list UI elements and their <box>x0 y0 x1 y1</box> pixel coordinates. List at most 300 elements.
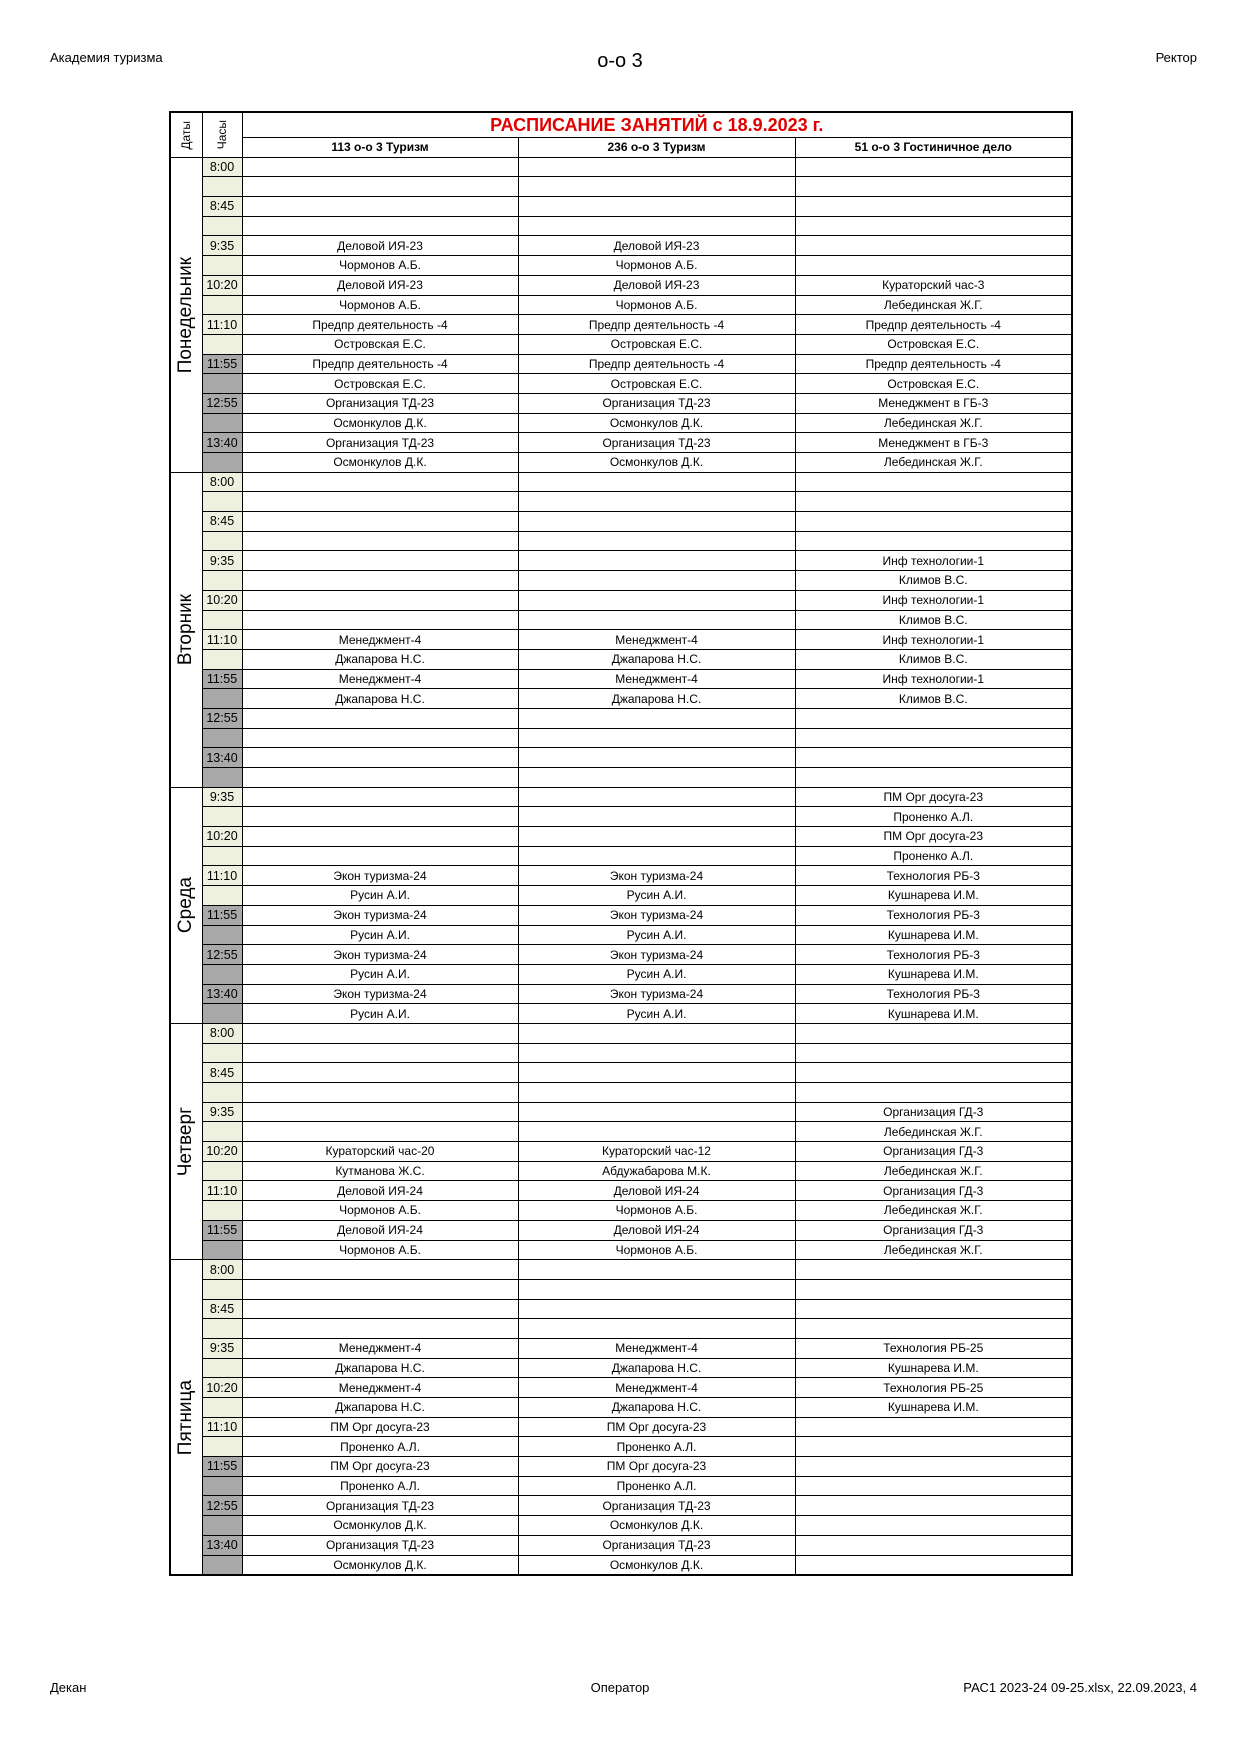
subject-cell <box>242 512 518 532</box>
subject-cell: Менеджмент-4 <box>242 669 518 689</box>
teacher-cell: Джапарова Н.С. <box>242 1358 518 1378</box>
time-slot-filler <box>202 1319 242 1339</box>
schedule-row <box>170 354 1072 374</box>
schedule-row <box>170 275 1072 295</box>
teacher-cell <box>518 216 795 236</box>
time-slot: 13:40 <box>202 433 242 453</box>
teacher-cell <box>518 768 795 788</box>
subject-cell <box>795 1260 1072 1280</box>
subject-cell <box>795 1023 1072 1043</box>
time-slot: 11:10 <box>202 866 242 886</box>
time-slot-filler <box>202 1201 242 1221</box>
teacher-cell <box>795 1319 1072 1339</box>
teacher-cell: Чормонов А.Б. <box>518 1240 795 1260</box>
group-header-3: 51 о-о 3 Гостиничное дело <box>795 138 1072 158</box>
schedule-row <box>170 1437 1072 1457</box>
subject-cell: Организация ТД-23 <box>242 393 518 413</box>
group-header-1: 113 о-о 3 Туризм <box>242 138 518 158</box>
header-rector: Ректор <box>1155 50 1197 65</box>
time-slot-filler <box>202 531 242 551</box>
group-header-2: 236 о-о 3 Туризм <box>518 138 795 158</box>
teacher-cell <box>795 531 1072 551</box>
teacher-cell: Лебединская Ж.Г. <box>795 1240 1072 1260</box>
time-slot-filler <box>202 1437 242 1457</box>
time-slot: 11:55 <box>202 1457 242 1477</box>
teacher-cell <box>242 1319 518 1339</box>
subject-cell: Организация ГД-3 <box>795 1102 1072 1122</box>
time-slot: 12:55 <box>202 708 242 728</box>
subject-cell <box>242 1260 518 1280</box>
subject-cell <box>795 157 1072 177</box>
schedule-row <box>170 512 1072 532</box>
teacher-cell <box>795 1437 1072 1457</box>
time-slot: 11:10 <box>202 1417 242 1437</box>
time-slot-filler <box>202 256 242 276</box>
subject-cell: Инф технологии-1 <box>795 630 1072 650</box>
teacher-cell <box>242 1043 518 1063</box>
subject-cell: Менеджмент в ГБ-3 <box>795 433 1072 453</box>
teacher-cell <box>242 492 518 512</box>
schedule-row <box>170 256 1072 276</box>
teacher-cell <box>242 216 518 236</box>
teacher-cell: Джапарова Н.С. <box>518 1398 795 1418</box>
schedule-row <box>170 216 1072 236</box>
schedule-row <box>170 531 1072 551</box>
subject-cell: Деловой ИЯ-23 <box>518 275 795 295</box>
teacher-cell: Островская Е.С. <box>518 334 795 354</box>
teacher-cell <box>242 768 518 788</box>
schedule-table <box>169 111 1073 1576</box>
teacher-cell: Островская Е.С. <box>242 374 518 394</box>
subject-cell: Предпр деятельность -4 <box>242 354 518 374</box>
time-slot: 13:40 <box>202 984 242 1004</box>
teacher-cell: Чормонов А.Б. <box>242 256 518 276</box>
day-label: Четверг <box>170 1023 202 1259</box>
subject-cell: Инф технологии-1 <box>795 551 1072 571</box>
schedule-row <box>170 571 1072 591</box>
schedule-row <box>170 1161 1072 1181</box>
subject-cell: Экон туризма-24 <box>242 945 518 965</box>
teacher-cell <box>518 728 795 748</box>
subject-cell: Организация ТД-23 <box>518 1496 795 1516</box>
teacher-cell: Чормонов А.Б. <box>242 295 518 315</box>
time-slot: 8:45 <box>202 197 242 217</box>
subject-cell: ПМ Орг досуга-23 <box>795 787 1072 807</box>
time-slot: 10:20 <box>202 827 242 847</box>
time-slot-filler <box>202 374 242 394</box>
subject-cell: Предпр деятельность -4 <box>795 315 1072 335</box>
subject-cell: ПМ Орг досуга-23 <box>795 827 1072 847</box>
time-slot: 11:10 <box>202 315 242 335</box>
time-slot: 10:20 <box>202 1142 242 1162</box>
teacher-cell: Проненко А.Л. <box>795 807 1072 827</box>
schedule-row <box>170 1535 1072 1555</box>
time-slot-filler <box>202 846 242 866</box>
teacher-cell <box>242 1279 518 1299</box>
time-slot: 8:45 <box>202 512 242 532</box>
footer-dean: Декан <box>50 1680 87 1695</box>
teacher-cell: Осмонкулов Д.К. <box>518 413 795 433</box>
subject-cell: Деловой ИЯ-23 <box>518 236 795 256</box>
subject-cell: Предпр деятельность -4 <box>518 315 795 335</box>
teacher-cell <box>518 492 795 512</box>
footer-operator: Оператор <box>590 1680 650 1695</box>
time-slot: 8:45 <box>202 1063 242 1083</box>
subject-cell <box>242 708 518 728</box>
schedule-row <box>170 590 1072 610</box>
subject-cell <box>518 197 795 217</box>
teacher-cell: Лебединская Ж.Г. <box>795 295 1072 315</box>
schedule-row <box>170 886 1072 906</box>
teacher-cell: Русин А.И. <box>242 886 518 906</box>
subject-cell: Кураторский час-3 <box>795 275 1072 295</box>
time-slot-filler <box>202 571 242 591</box>
subject-cell: Технология РБ-3 <box>795 945 1072 965</box>
schedule-row <box>170 1319 1072 1339</box>
teacher-cell: Чормонов А.Б. <box>518 256 795 276</box>
schedule-row <box>170 1023 1072 1043</box>
teacher-cell: Русин А.И. <box>242 1004 518 1024</box>
subject-cell: Технология РБ-3 <box>795 905 1072 925</box>
subject-cell: Деловой ИЯ-24 <box>242 1220 518 1240</box>
teacher-cell: Кутманова Ж.С. <box>242 1161 518 1181</box>
teacher-cell <box>518 1083 795 1103</box>
teacher-cell: Русин А.И. <box>518 1004 795 1024</box>
schedule-row <box>170 1476 1072 1496</box>
subject-cell: Менеджмент-4 <box>242 1378 518 1398</box>
subject-cell: Организация ГД-3 <box>795 1142 1072 1162</box>
time-slot-filler <box>202 453 242 473</box>
subject-cell: Деловой ИЯ-24 <box>242 1181 518 1201</box>
time-slot-filler <box>202 1083 242 1103</box>
teacher-cell: Климов В.С. <box>795 649 1072 669</box>
header-group-title: о-о 3 <box>597 50 643 72</box>
teacher-cell: Лебединская Ж.Г. <box>795 1161 1072 1181</box>
header-organization: Академия туризма <box>50 50 163 65</box>
subject-cell <box>795 512 1072 532</box>
schedule-row <box>170 846 1072 866</box>
subject-cell <box>795 748 1072 768</box>
subject-cell: Деловой ИЯ-24 <box>518 1220 795 1240</box>
subject-cell <box>518 1299 795 1319</box>
subject-cell: Менеджмент-4 <box>518 669 795 689</box>
subject-cell <box>518 1023 795 1043</box>
subject-cell <box>795 1457 1072 1477</box>
subject-cell: Менеджмент-4 <box>518 1378 795 1398</box>
time-slot-filler <box>202 728 242 748</box>
subject-cell: Менеджмент-4 <box>518 630 795 650</box>
time-slot: 13:40 <box>202 1535 242 1555</box>
time-slot: 10:20 <box>202 275 242 295</box>
time-slot: 8:00 <box>202 472 242 492</box>
teacher-cell: Русин А.И. <box>518 886 795 906</box>
teacher-cell <box>795 177 1072 197</box>
subject-cell: ПМ Орг досуга-23 <box>518 1417 795 1437</box>
teacher-cell <box>242 1083 518 1103</box>
teacher-cell: Лебединская Ж.Г. <box>795 413 1072 433</box>
subject-cell: ПМ Орг досуга-23 <box>518 1457 795 1477</box>
time-slot-filler <box>202 1555 242 1575</box>
time-slot-filler <box>202 886 242 906</box>
schedule-row <box>170 1220 1072 1240</box>
subject-cell: Экон туризма-24 <box>518 905 795 925</box>
subject-cell <box>518 157 795 177</box>
schedule-row <box>170 1457 1072 1477</box>
schedule-row <box>170 1181 1072 1201</box>
subject-cell <box>518 708 795 728</box>
time-slot-filler <box>202 1004 242 1024</box>
teacher-cell <box>518 1043 795 1063</box>
teacher-cell <box>795 728 1072 748</box>
teacher-cell: Чормонов А.Б. <box>242 1240 518 1260</box>
subject-cell: Деловой ИЯ-24 <box>518 1181 795 1201</box>
teacher-cell: Кушнарева И.М. <box>795 886 1072 906</box>
time-slot-filler <box>202 1358 242 1378</box>
subject-cell: Экон туризма-24 <box>242 866 518 886</box>
time-slot: 10:20 <box>202 1378 242 1398</box>
teacher-cell <box>242 846 518 866</box>
teacher-cell <box>795 1516 1072 1536</box>
schedule-title: РАСПИСАНИЕ ЗАНЯТИЙ с 18.9.2023 г. <box>242 112 1072 138</box>
time-slot: 12:55 <box>202 945 242 965</box>
teacher-cell: Джапарова Н.С. <box>242 649 518 669</box>
schedule-row <box>170 1496 1072 1516</box>
teacher-cell <box>242 728 518 748</box>
teacher-cell: Джапарова Н.С. <box>518 1358 795 1378</box>
subject-cell <box>518 551 795 571</box>
teacher-cell: Кушнарева И.М. <box>795 1398 1072 1418</box>
teacher-cell: Джапарова Н.С. <box>242 1398 518 1418</box>
subject-cell <box>518 1102 795 1122</box>
schedule-row <box>170 1260 1072 1280</box>
teacher-cell: Островская Е.С. <box>518 374 795 394</box>
time-slot-filler <box>202 964 242 984</box>
subject-cell: Деловой ИЯ-23 <box>242 275 518 295</box>
teacher-cell <box>518 1319 795 1339</box>
schedule-row <box>170 728 1072 748</box>
subject-cell <box>518 472 795 492</box>
schedule-row <box>170 295 1072 315</box>
teacher-cell: Островская Е.С. <box>242 334 518 354</box>
subject-cell: Технология РБ-3 <box>795 866 1072 886</box>
subject-cell: Организация ТД-23 <box>518 433 795 453</box>
subject-cell <box>795 1299 1072 1319</box>
time-slot-filler <box>202 1516 242 1536</box>
subject-cell: ПМ Орг досуга-23 <box>242 1417 518 1437</box>
time-slot-filler <box>202 413 242 433</box>
subject-cell: Менеджмент-4 <box>242 1338 518 1358</box>
teacher-cell <box>795 1083 1072 1103</box>
teacher-cell: Кушнарева И.М. <box>795 964 1072 984</box>
time-slot: 9:35 <box>202 1338 242 1358</box>
subject-cell: Кураторский час-20 <box>242 1142 518 1162</box>
subject-cell <box>242 551 518 571</box>
teacher-cell <box>242 531 518 551</box>
time-slot: 11:55 <box>202 1220 242 1240</box>
subject-cell: Предпр деятельность -4 <box>795 354 1072 374</box>
teacher-cell: Осмонкулов Д.К. <box>242 1555 518 1575</box>
subject-cell: Менеджмент-4 <box>242 630 518 650</box>
schedule-row <box>170 334 1072 354</box>
time-slot-filler <box>202 1476 242 1496</box>
teacher-cell: Джапарова Н.С. <box>518 689 795 709</box>
teacher-cell: Климов В.С. <box>795 571 1072 591</box>
teacher-cell: Кушнарева И.М. <box>795 1358 1072 1378</box>
schedule-body <box>170 157 1072 1575</box>
teacher-cell: Проненко А.Л. <box>242 1437 518 1457</box>
subject-cell: Менеджмент-4 <box>518 1338 795 1358</box>
subject-cell <box>242 1102 518 1122</box>
subject-cell <box>795 1417 1072 1437</box>
teacher-cell <box>242 610 518 630</box>
schedule-row <box>170 177 1072 197</box>
time-slot: 8:00 <box>202 157 242 177</box>
teacher-cell: Проненко А.Л. <box>518 1476 795 1496</box>
subject-cell: Экон туризма-24 <box>242 984 518 1004</box>
schedule-row <box>170 1279 1072 1299</box>
subject-cell: Организация ТД-23 <box>242 1535 518 1555</box>
day-label: Вторник <box>170 472 202 787</box>
teacher-cell <box>518 177 795 197</box>
teacher-cell: Чормонов А.Б. <box>242 1201 518 1221</box>
subject-cell: Технология РБ-25 <box>795 1338 1072 1358</box>
subject-cell: Экон туризма-24 <box>518 945 795 965</box>
subject-cell: Инф технологии-1 <box>795 590 1072 610</box>
time-slot: 9:35 <box>202 551 242 571</box>
subject-cell: Предпр деятельность -4 <box>518 354 795 374</box>
schedule-row <box>170 157 1072 177</box>
schedule-row <box>170 1122 1072 1142</box>
schedule-row <box>170 1299 1072 1319</box>
subject-cell: Организация ТД-23 <box>518 1535 795 1555</box>
subject-cell <box>795 236 1072 256</box>
schedule-row <box>170 197 1072 217</box>
teacher-cell: Джапарова Н.С. <box>242 689 518 709</box>
subject-cell <box>795 1063 1072 1083</box>
schedule-row <box>170 1358 1072 1378</box>
schedule-row <box>170 413 1072 433</box>
time-slot: 11:55 <box>202 669 242 689</box>
subject-cell <box>795 472 1072 492</box>
teacher-cell: Осмонкулов Д.К. <box>518 453 795 473</box>
subject-cell <box>242 157 518 177</box>
subject-cell: Экон туризма-24 <box>242 905 518 925</box>
teacher-cell <box>795 1555 1072 1575</box>
subject-cell: Организация ТД-23 <box>518 393 795 413</box>
time-slot: 10:20 <box>202 590 242 610</box>
subject-cell <box>518 590 795 610</box>
subject-cell <box>518 748 795 768</box>
teacher-cell: Русин А.И. <box>518 964 795 984</box>
teacher-cell: Русин А.И. <box>518 925 795 945</box>
schedule-row <box>170 374 1072 394</box>
day-label: Понедельник <box>170 157 202 472</box>
subject-cell <box>518 1063 795 1083</box>
subject-cell: Технология РБ-3 <box>795 984 1072 1004</box>
teacher-cell <box>518 531 795 551</box>
teacher-cell <box>242 177 518 197</box>
footer-file-info: РАС1 2023-24 09-25.xlsx, 22.09.2023, 4 <box>963 1680 1197 1695</box>
time-slot-filler <box>202 610 242 630</box>
subject-cell <box>242 1023 518 1043</box>
subject-cell <box>795 1535 1072 1555</box>
teacher-cell <box>518 1122 795 1142</box>
subject-cell: Организация ТД-23 <box>242 433 518 453</box>
teacher-cell: Осмонкулов Д.К. <box>242 453 518 473</box>
schedule-row <box>170 866 1072 886</box>
schedule-row <box>170 1417 1072 1437</box>
dates-header: Даты <box>170 112 202 157</box>
subject-cell <box>242 827 518 847</box>
time-slot-filler <box>202 1240 242 1260</box>
schedule-row <box>170 1201 1072 1221</box>
schedule-row <box>170 669 1072 689</box>
day-label: Пятница <box>170 1260 202 1576</box>
teacher-cell: Климов В.С. <box>795 689 1072 709</box>
teacher-cell: Лебединская Ж.Г. <box>795 453 1072 473</box>
time-slot-filler <box>202 492 242 512</box>
time-slot-filler <box>202 1122 242 1142</box>
time-slot-filler <box>202 1398 242 1418</box>
subject-cell <box>518 1260 795 1280</box>
teacher-cell: Кушнарева И.М. <box>795 1004 1072 1024</box>
time-slot-filler <box>202 1043 242 1063</box>
schedule-row <box>170 610 1072 630</box>
schedule-row <box>170 492 1072 512</box>
schedule-row <box>170 1142 1072 1162</box>
time-slot: 11:55 <box>202 354 242 374</box>
subject-cell <box>518 512 795 532</box>
teacher-cell <box>795 216 1072 236</box>
teacher-cell: Абдужабарова М.К. <box>518 1161 795 1181</box>
schedule-row <box>170 1240 1072 1260</box>
subject-cell <box>518 827 795 847</box>
teacher-cell <box>242 1122 518 1142</box>
schedule-row <box>170 945 1072 965</box>
subject-cell: Деловой ИЯ-23 <box>242 236 518 256</box>
schedule-row <box>170 1516 1072 1536</box>
teacher-cell: Лебединская Ж.Г. <box>795 1201 1072 1221</box>
subject-cell: Кураторский час-12 <box>518 1142 795 1162</box>
subject-cell: ПМ Орг досуга-23 <box>242 1457 518 1477</box>
teacher-cell: Чормонов А.Б. <box>518 295 795 315</box>
schedule-row <box>170 905 1072 925</box>
schedule-row <box>170 236 1072 256</box>
time-slot-filler <box>202 216 242 236</box>
time-slot: 9:35 <box>202 1102 242 1122</box>
time-slot-filler <box>202 1161 242 1181</box>
teacher-cell: Проненко А.Л. <box>795 846 1072 866</box>
teacher-cell <box>242 807 518 827</box>
time-slot-filler <box>202 807 242 827</box>
teacher-cell: Островская Е.С. <box>795 334 1072 354</box>
teacher-cell <box>795 1476 1072 1496</box>
time-slot-filler <box>202 689 242 709</box>
schedule-row <box>170 649 1072 669</box>
teacher-cell: Осмонкулов Д.К. <box>242 413 518 433</box>
subject-cell <box>795 197 1072 217</box>
teacher-cell: Климов В.С. <box>795 610 1072 630</box>
schedule-row <box>170 807 1072 827</box>
subject-cell <box>795 1496 1072 1516</box>
time-slot: 12:55 <box>202 1496 242 1516</box>
teacher-cell: Осмонкулов Д.К. <box>242 1516 518 1536</box>
schedule-row <box>170 433 1072 453</box>
time-slot-filler <box>202 177 242 197</box>
teacher-cell <box>518 807 795 827</box>
time-slot: 12:55 <box>202 393 242 413</box>
subject-cell <box>518 787 795 807</box>
